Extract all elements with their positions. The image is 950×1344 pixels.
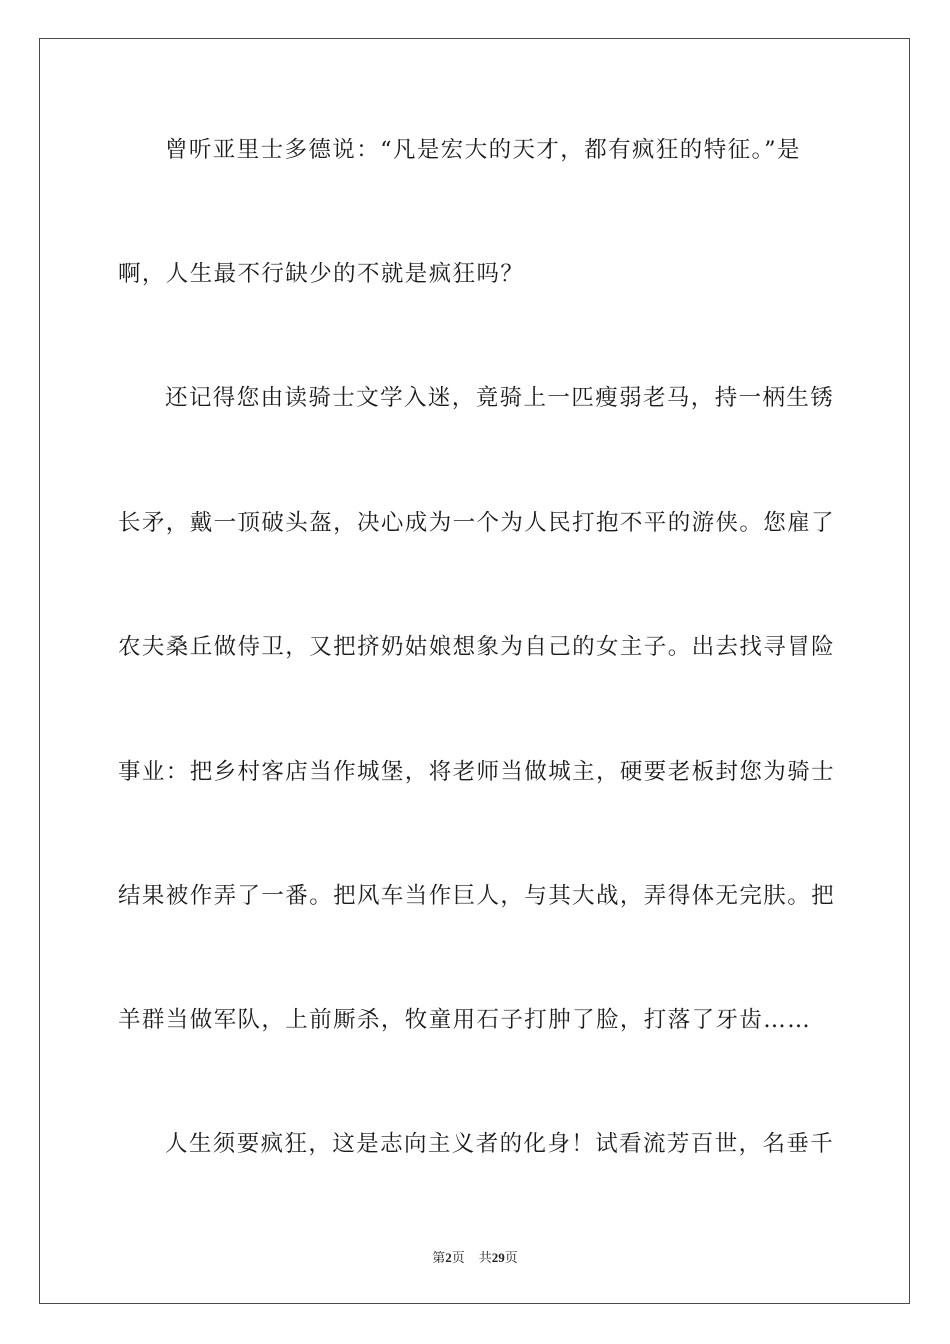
page-border — [39, 38, 910, 1304]
total-pages: 29 — [491, 1250, 505, 1265]
paragraph-line: 羊群当做军队，上前厮杀，牧童用石子打肿了脸，打落了牙齿…… — [118, 1007, 812, 1033]
page-number: 2 — [445, 1250, 452, 1265]
paragraph-line: 曾听亚里士多德说：“凡是宏大的天才，都有疯狂的特征。”是 — [165, 137, 801, 163]
paragraph-line: 农夫桑丘做侍卫，又把挤奶姑娘想象为自己的女主子。出去找寻冒险 — [118, 634, 836, 660]
total-suffix: 页 — [504, 1250, 518, 1265]
page-footer — [0, 1247, 950, 1266]
paragraph-line: 事业：把乡村客店当作城堡，将老师当做城主，硬要老板封您为骑士 — [118, 759, 836, 785]
page-suffix: 页 — [451, 1250, 465, 1265]
paragraph-line: 还记得您由读骑士文学入迷，竟骑上一匹瘦弱老马，持一柄生锈 — [165, 385, 835, 411]
paragraph-line: 结果被作弄了一番。把风车当作巨人，与其大战，弄得体无完肤。把 — [118, 883, 836, 909]
page-prefix: 第 — [432, 1250, 446, 1265]
paragraph-line: 长矛，戴一顶破头盔，决心成为一个为人民打抱不平的游侠。您雇了 — [118, 510, 836, 536]
total-prefix: 共 — [478, 1250, 492, 1265]
paragraph-line: 人生须要疯狂，这是志向主义者的化身！试看流芳百世，名垂千 — [165, 1131, 835, 1157]
paragraph-line: 啊，人生最不行缺少的不就是疯狂吗？ — [118, 261, 525, 287]
